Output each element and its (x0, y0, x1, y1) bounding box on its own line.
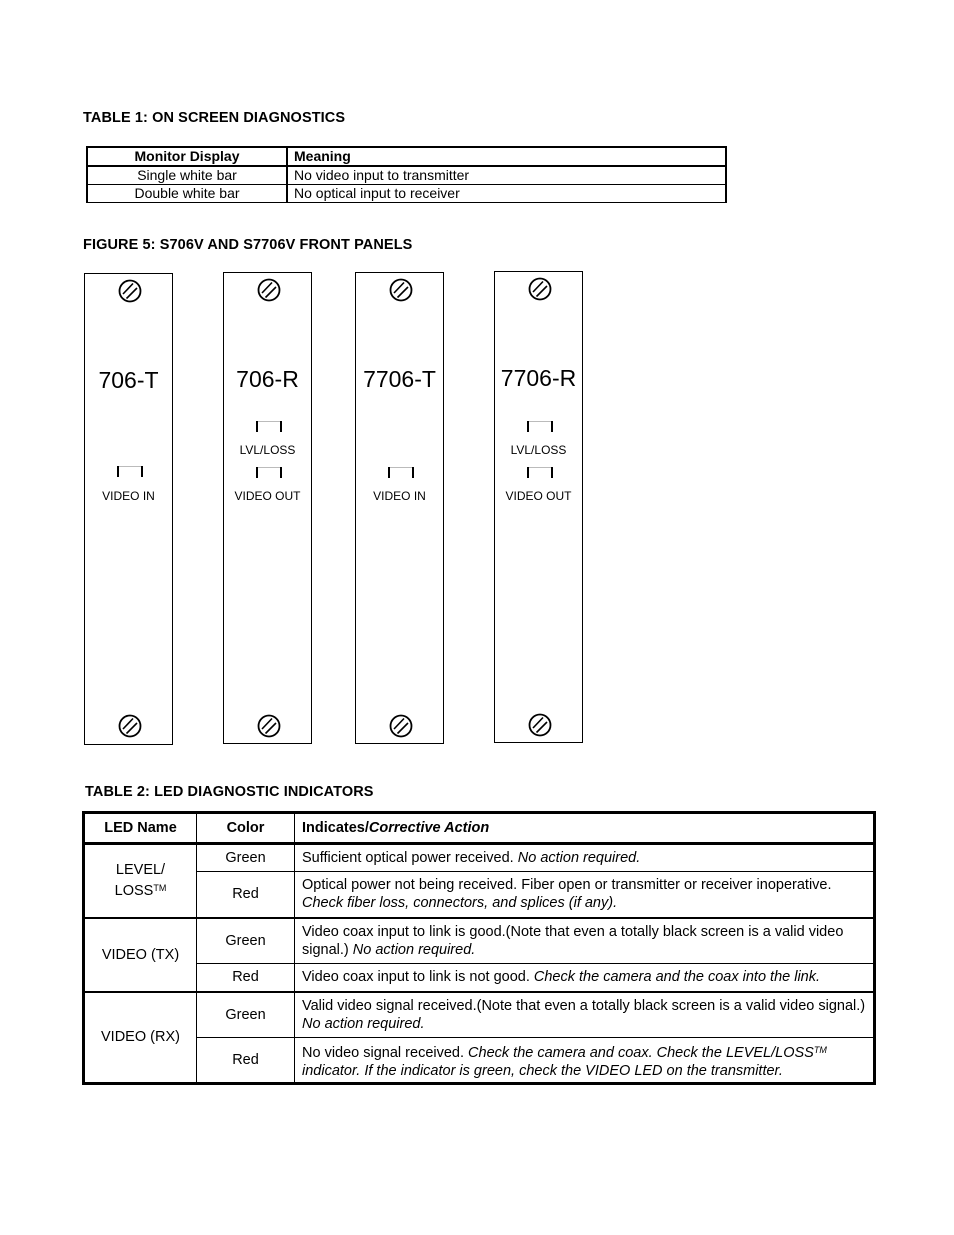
front-panel-7706-t (355, 272, 444, 744)
col-led-name: LED Name (84, 813, 197, 844)
panel-title: 706-T (98, 367, 159, 393)
table-row (84, 964, 875, 992)
cell-indicates (295, 872, 875, 918)
table-row (84, 918, 875, 964)
col-monitor-display: Monitor Display (87, 147, 287, 166)
screw-icon (528, 713, 552, 737)
cell-color: Red (197, 872, 295, 918)
panel-title: 7706-T (363, 366, 436, 392)
cell-meaning: No optical input to receiver (287, 185, 726, 203)
table-row (84, 844, 875, 872)
table-row (87, 166, 726, 185)
table-header-row (84, 813, 875, 844)
cell-color: Green (197, 918, 295, 964)
led-name-line1: LEVEL/ (115, 862, 166, 879)
cell-color: Red (197, 1038, 295, 1084)
screw-icon (257, 714, 281, 738)
led-name-line2: LOSS (114, 883, 154, 900)
video-led (388, 467, 414, 478)
front-panel-706-t (84, 273, 173, 745)
led-label: LVL/LOSS (239, 443, 296, 457)
figure5-heading: FIGURE 5: S706V AND S7706V FRONT PANELS (83, 237, 413, 253)
cell-display: Single white bar (87, 166, 287, 185)
table-row (84, 1038, 875, 1084)
table-row (84, 992, 875, 1038)
cell-indicates (295, 964, 875, 992)
ind-text: Video coax input to link is good.(Note that even a totally black screen is a valid video signal.) (302, 923, 844, 958)
lvl-loss-led (527, 421, 553, 432)
led-diagnostic-table (82, 811, 876, 1085)
trademark: TM (153, 883, 167, 894)
cell-indicates (295, 844, 875, 872)
video-led (117, 466, 143, 477)
col-indicates-b: Corrective Action (368, 820, 490, 836)
table-row (87, 185, 726, 203)
cell-meaning: No video input to transmitter (287, 166, 726, 185)
cell-indicates (295, 992, 875, 1038)
cell-color: Green (197, 844, 295, 872)
led-label: VIDEO IN (102, 489, 155, 503)
ind-text: Optical power not being received. Fiber open or transmitter or receiver inoperative. (302, 877, 832, 894)
led-name-level-loss (84, 844, 197, 918)
on-screen-diagnostics-table (86, 146, 727, 203)
ind-action-cont: indicator. If the indicator is green, check the VIDEO LED on the transmitter. (302, 1062, 783, 1079)
front-panel-7706-r (494, 271, 583, 743)
cell-color: Red (197, 964, 295, 992)
led-label: VIDEO OUT (505, 489, 572, 503)
col-color: Color (197, 813, 295, 844)
col-indicates (295, 813, 875, 844)
ind-action: Check the camera and coax. Check the LEVEL/LOSS (468, 1044, 814, 1061)
ind-action: Check the camera and the coax into the link. (533, 969, 821, 986)
cell-indicates (295, 918, 875, 964)
ind-text: No video signal received. (302, 1044, 469, 1061)
led-name-video-tx: VIDEO (TX) (84, 918, 197, 992)
col-indicates-a: Indicates/ (302, 820, 369, 836)
ind-text: Valid video signal received.(Note that even a totally black screen is a valid video signal.) (302, 997, 866, 1014)
screw-icon (257, 278, 281, 302)
screw-icon (118, 714, 142, 738)
ind-text: Video coax input to link is not good. (302, 969, 534, 986)
col-meaning: Meaning (287, 147, 726, 166)
video-led (256, 467, 282, 478)
cell-indicates (295, 1038, 875, 1084)
table1-heading: TABLE 1: ON SCREEN DIAGNOSTICS (83, 110, 346, 126)
screw-icon (389, 714, 413, 738)
panel-title: 706-R (236, 366, 299, 392)
table-row (84, 872, 875, 918)
video-led (527, 467, 553, 478)
led-label: VIDEO OUT (234, 489, 301, 503)
cell-color: Green (197, 992, 295, 1038)
ind-action: No action required. (517, 850, 641, 866)
table2-heading: TABLE 2: LED DIAGNOSTIC INDICATORS (85, 784, 374, 800)
screw-icon (118, 279, 142, 303)
panel-title: 7706-R (500, 365, 577, 391)
trademark: TM (813, 1044, 827, 1055)
table-header-row (87, 147, 726, 166)
cell-display: Double white bar (87, 185, 287, 203)
screw-icon (389, 278, 413, 302)
led-label: LVL/LOSS (510, 443, 567, 457)
ind-text: Sufficient optical power received. (302, 850, 518, 866)
front-panel-706-r (223, 272, 312, 744)
ind-action: No action required. (352, 941, 476, 958)
led-label: VIDEO IN (373, 489, 426, 503)
lvl-loss-led (256, 421, 282, 432)
ind-action: Check fiber loss, connectors, and splices (if any). (302, 895, 618, 912)
screw-icon (528, 277, 552, 301)
led-name-video-rx: VIDEO (RX) (84, 992, 197, 1084)
ind-action: No action required. (302, 1015, 425, 1032)
